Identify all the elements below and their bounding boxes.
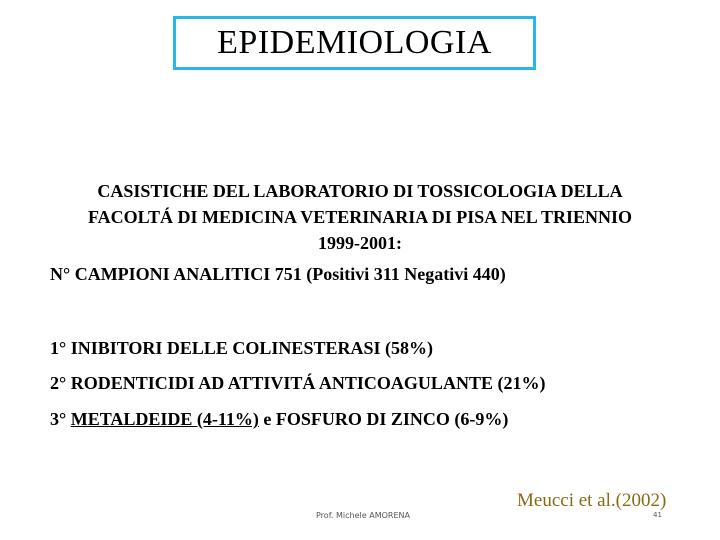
ranking-item-3-prefix: 3° (50, 409, 71, 429)
ranking-item-3 (50, 409, 508, 430)
subtitle-line-2: FACOLTÁ DI MEDICINA VETERINARIA DI PISA NEL TRIENNIO (88, 207, 632, 227)
ranking-item-2: 2° RODENTICIDI AD ATTIVITÁ ANTICOAGULANTE (21%) (50, 373, 546, 393)
ranking-item-3-underlined: METALDEIDE (4-11%) (70, 409, 259, 429)
subtitle-line-1: CASISTICHE DEL LABORATORIO DI TOSSICOLOGIA DELLA (97, 181, 623, 201)
page-number: 41 (653, 511, 662, 519)
page-title: EPIDEMIOLOGIA (217, 24, 492, 61)
subtitle-line-3: 1999-2001: (318, 233, 402, 253)
subtitle (40, 178, 680, 256)
samples-line: N° CAMPIONI ANALITICI 751 (Positivi 311 Negativi 440) (50, 264, 506, 284)
ranking-item-1: 1° INIBITORI DELLE COLINESTERASI (58%) (50, 338, 433, 358)
citation: Meucci et al.(2002) (517, 490, 667, 511)
footer-author: Prof. Michele AMORENA (316, 511, 410, 520)
title-box (173, 16, 536, 70)
ranking-item-3-suffix: e FOSFURO DI ZINCO (6-9%) (258, 409, 509, 429)
